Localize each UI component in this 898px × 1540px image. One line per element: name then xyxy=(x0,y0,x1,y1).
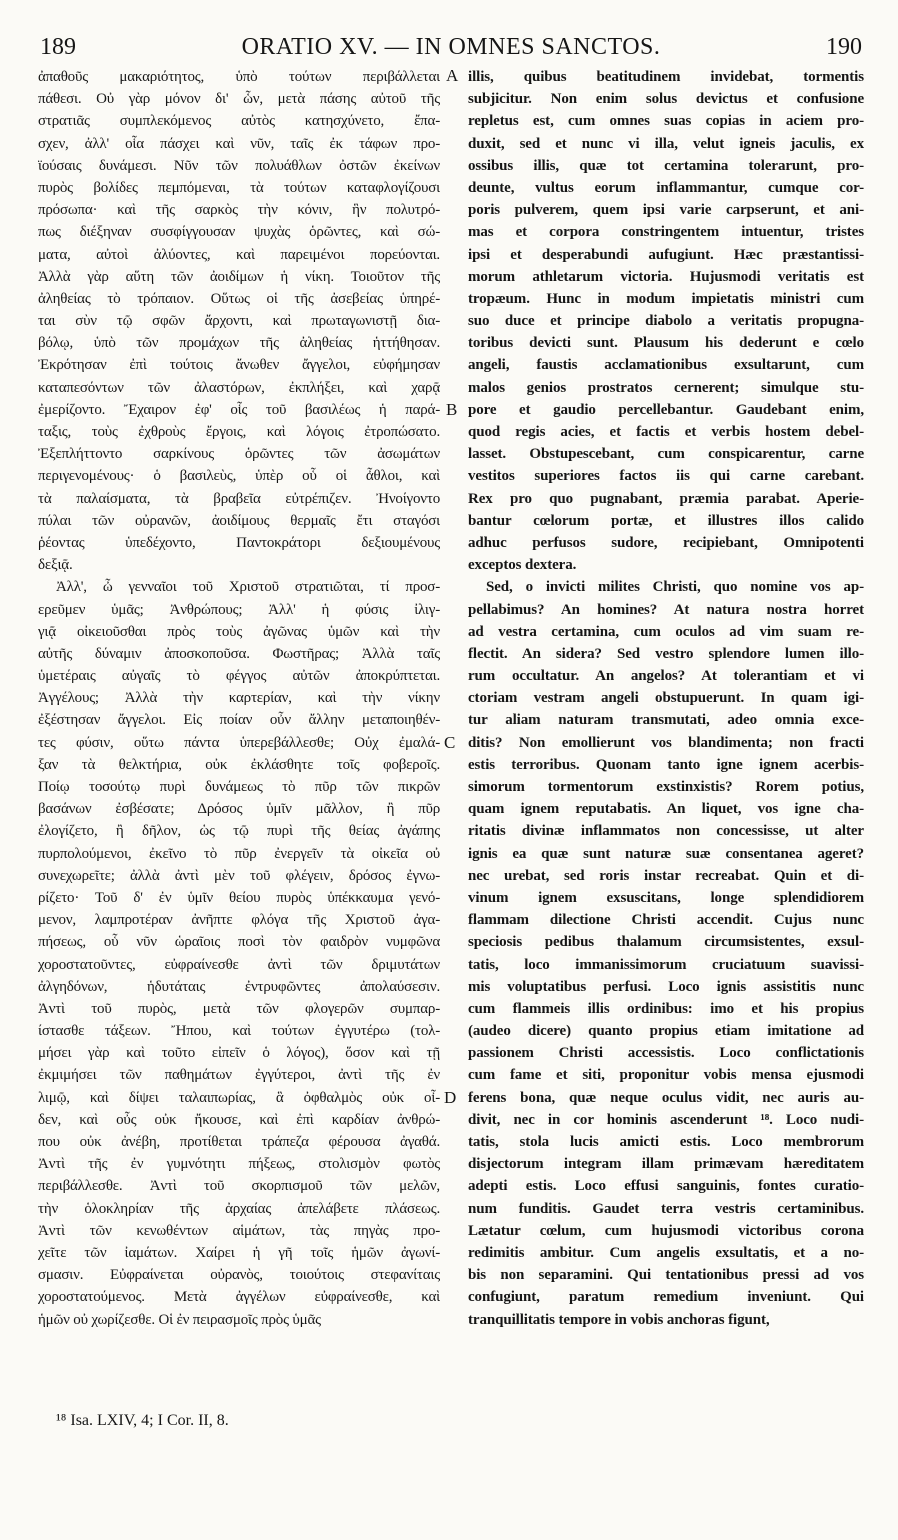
latin-text-line: morum athletarum victoria. Hujusmodi veritatis est xyxy=(468,268,864,285)
latin-text-line: illis, quibus beatitudinem invidebat, tormentis xyxy=(468,69,864,85)
latin-text-line: exceptos dextera. xyxy=(468,557,577,574)
greek-text-line: δεν, καὶ οὖς οὐκ ἤκουσε, καὶ ἐπὶ καρδίαν ἀνθρώ- xyxy=(38,1111,440,1128)
greek-text-line: ἡμῶν οὐ χωρίζεσθε. Οἱ ἐν πειρασμοῖς πρὸς ὑμᾶς xyxy=(38,1311,321,1328)
greek-text-line: χοροστατοῦντες, εὐφραίνεσθε ἀντὶ τῶν δριμυτάτων xyxy=(38,956,440,973)
greek-text-line: πως διέξηναν συσφίγγουσαν ψυχὰς ὁρῶντες, καὶ σώ- xyxy=(38,224,440,241)
greek-text-line: ἐκμιμήσει τῶν παθημάτων ἐγγύτεροι, ἀντὶ τῆς ἐν xyxy=(38,1067,440,1084)
greek-text-line: ἐλογίζετο, ἢ δῆλον, ὡς τῷ πυρὶ τῆς θείας ἀγάπης xyxy=(38,823,440,840)
greek-text-line: δεξιᾷ. xyxy=(38,557,73,574)
latin-text-line: pore et gaudio percellebantur. Gaudebant enim, xyxy=(468,401,864,418)
page-number-right: 190 xyxy=(826,34,862,60)
greek-text-line: χοροστατούμενος. Μετὰ ἀγγέλων εὐφραίνεσθε, καὶ xyxy=(38,1289,440,1306)
latin-text-line: vestitos superiores factos iis qui carne carebant. xyxy=(468,468,864,485)
latin-text-line: ossibus illis, quæ tot certamina tolerarunt, pro- xyxy=(468,157,864,174)
greek-text-line: τὴν ὁλοκληρίαν τῆς ἀρχαίας ἀπελάβετε πλάσεως. xyxy=(38,1200,440,1217)
greek-text-line: Ποίῳ τοσούτῳ πυρὶ δυνάμεως τὸ πῦρ τῶν πικρῶν xyxy=(38,779,440,795)
latin-text-line: pellabimus? An homines? At natura nostra horret xyxy=(468,601,864,618)
latin-text-line: mis voluptatibus perfusi. Loco ignis assistitis nunc xyxy=(468,978,864,995)
latin-text-line: flammam dilectione Christi accendit. Cujus nunc xyxy=(468,912,864,929)
greek-text-line: Ἐκρότησαν ἐπὶ τούτοις ἄνωθεν ἄγγελοι, εὐφήμησαν xyxy=(38,357,440,374)
greek-text-line: βόλῳ, ὑπὸ τῶν προμάχων τῆς ἀληθείας ἡττήθησαν. xyxy=(38,335,440,352)
greek-text-line: πύλαι τῶν οὐρανῶν, ἀοιδίμους θερμαῖς ἔτι σταγόσι xyxy=(38,512,440,529)
latin-text-line: confugiunt, paratum remedium inveniunt. Qui xyxy=(468,1289,864,1306)
latin-text-line: Rex pro quo pugnabant, præmia parabat. Aperie- xyxy=(468,490,864,507)
greek-text-line: ρίζετο· Τοῦ δ' ἐν ὑμῖν θείου πυρὸς ὑπέκκαυμα γενό- xyxy=(38,889,440,906)
latin-text-line: tropæum. Hunc in modum impietatis ministri cum xyxy=(468,290,864,307)
latin-text-line: redimitis ambitur. Cum angelis exsultatis, et a no- xyxy=(468,1244,864,1261)
latin-text-line: lasset. Obstupescebant, cum conspicarentur, carne xyxy=(468,446,864,463)
greek-text-line: ἐμερίζοντο. Ἔχαιρον ἐφ' οἷς τοῦ βασιλέως ἡ παρά- xyxy=(38,401,440,418)
greek-text-line: ϊούσαις δυνάμεσι. Νῦν τῶν πολυάθλων ὀστῶν ἐκείνων xyxy=(38,157,440,174)
latin-text-line: toribus devicti sunt. Plausum his dederunt e cœlo xyxy=(468,335,864,352)
latin-text-line: duxit, sed et nunc vi illa, velut igneis jaculis, ex xyxy=(468,135,864,152)
section-marker-b: B xyxy=(446,400,458,419)
latin-text-line: quod regis acies, et factis et verbis hostem debel- xyxy=(468,424,864,440)
greek-text-line: λιμῷ, καὶ δίψει ταλαιπωρίας, ἃ ὀφθαλμὸς οὐκ οἶ- xyxy=(38,1089,440,1106)
latin-text-line: suo duce et principe diabolo a veritatis propugna- xyxy=(468,313,864,330)
latin-text-line: (audeo dicere) quanto propius etiam imitatione ad xyxy=(468,1023,864,1040)
greek-text-line: ται σὺν τῷ σφῶν ἄρχοντι, καὶ πρωταγωνιστῇ δια- xyxy=(38,313,440,330)
greek-text-line: ἐξέστησαν ἄγγελοι. Εἰς ποίαν οὖν ἄλλην μεταποιηθέν- xyxy=(38,712,440,729)
latin-text-line: ditis? Non emollierunt vos blandimenta; non fracti xyxy=(468,734,864,751)
greek-text-line: μήσει γὰρ καὶ τοῦτο εἰπεῖν ὁ λόγος), ὅσον καὶ τῇ xyxy=(38,1045,440,1062)
latin-text-line: estis terroribus. Quonam tanto igne ignem acerbis- xyxy=(468,756,864,773)
latin-text-line: simorum tormentorum exstinxistis? Rorem potius, xyxy=(468,779,864,795)
greek-text-line: γιᾷ οἰκειοῦσθαι πρὸς τοὺς ἀγῶνας ὑμῶν καὶ τὴν xyxy=(38,623,440,640)
greek-text-line: μενον, λαμπροτέραν ἀνῆπτε φλόγα τῆς Χριστοῦ ἀγα- xyxy=(38,912,440,929)
latin-text-line: bis non separamini. Qui tentationibus pressi ad vos xyxy=(468,1267,864,1284)
greek-text-line: ίστασθε τάξεων. Ἤπου, καὶ τούτων ἐγγυτέρω (τολ- xyxy=(38,1023,440,1040)
greek-text-line: Ἀντὶ τοῦ πυρὸς, μετὰ τῶν φλογερῶν συμπαρ- xyxy=(38,1000,440,1017)
greek-column xyxy=(38,66,440,1331)
latin-text-line: angeli, faustis acclamationibus exsultarunt, cum xyxy=(468,357,864,374)
latin-text-line: disjectorum integram illam primævam hæreditatem xyxy=(468,1156,864,1173)
greek-text-line: αὐτῆς δύναμιν ἀποσκοποῦσα. Φωστῆρας; Ἀλλὰ ταῖς xyxy=(38,645,440,662)
latin-text-line: Lætatur cœlum, cum hujusmodi victoribus corona xyxy=(468,1222,864,1239)
greek-text-line: ματα, αὐτοὶ ἀλύοντες, καὶ παρειμένοι πορεύονται. xyxy=(38,246,440,263)
latin-text-line: ritatis divinæ inflammatos non concessisse, ut alter xyxy=(468,823,864,840)
section-marker-a: A xyxy=(446,66,459,85)
footnote: ¹⁸ Isa. LXIV, 4; I Cor. II, 8. xyxy=(56,1412,229,1429)
page-number-left: 189 xyxy=(40,34,76,60)
latin-text-line: ad vestra certamina, cum oculos ad vim suam re- xyxy=(468,623,864,640)
greek-text-line: ἀλγηδόνων, ἡδυτάταις ἐντρυφῶντες ἀπολαύσεσιν. xyxy=(38,978,440,995)
greek-text-line: ἀπαθοῦς μακαριότητος, ὑπὸ τούτων περιβάλλεται xyxy=(38,69,440,85)
greek-text-line: ξαν τὰ θελκτήρια, οὐκ ἐκλάσθητε τοῖς φοβεροῖς. xyxy=(38,756,440,773)
latin-text-line: deunte, vultus eorum inflammantur, cumque cor- xyxy=(468,179,864,196)
latin-text-line: malos genios prostratos cernerent; simulque stu- xyxy=(468,379,864,396)
latin-text-line: tranquillitatis tempore in vobis anchoras figunt, xyxy=(468,1311,770,1328)
greek-text-line: χεῖτε τῶν ἰαμάτων. Χαίρει ἡ γῆ τοῖς ἡμῶν ἀγωνί- xyxy=(38,1244,440,1261)
greek-text-line: πρόσωπα· καὶ τῆς σαρκὸς τὴν κόνιν, ἣν πολυτρό- xyxy=(38,202,440,219)
greek-text-line: ὑμετέραις αὐγαῖς τὸ φέγγος αὐτῶν ἀποκρύπτεται. xyxy=(38,668,440,685)
latin-text-line: tatis, loco immanissimorum cruciatuum suavissi- xyxy=(468,956,864,973)
greek-text-line: ταξις, τοὺς ἐχθροὺς ἔργοις, καὶ λόγοις ἐτροπώσατο. xyxy=(38,424,440,440)
greek-text-line: πάθεσι. Οὐ γὰρ μόνον δι' ὧν, μετὰ πάσης αὐτοῦ τῆς xyxy=(38,91,440,108)
latin-text-line: cum fame et siti, proponitur vobis mensa ejusmodi xyxy=(468,1067,864,1084)
greek-text-line: Ἀγγέλους; Ἀλλὰ τὴν καρτερίαν, καὶ τὴν νίκην xyxy=(38,690,440,707)
greek-text-line: πυρπολούμενοι, ἐκεῖνο τὸ πῦρ ἐνεργεῖν τὰ οἰκεῖα οὐ xyxy=(38,845,440,862)
latin-text-line: speciosis pedibus thalamum circumsistentes, exsul- xyxy=(468,934,864,951)
greek-text-line: πυρὸς βολίδες πεμπόμεναι, τὰ τούτων καταφλογίζουσι xyxy=(38,179,440,196)
latin-text-line: ctoriam vestram angeli obstupuerunt. In quam igi- xyxy=(468,690,864,707)
greek-text-line: τες φύσιν, οὕτω πάντα ὑπερεβάλλεσθε; Οὐχ ἐμαλά- xyxy=(38,734,440,751)
greek-text-line: Ἐξεπλήττοντο σαρκίνους ὁρῶντες τῶν ἀσωμάτων xyxy=(38,446,440,463)
latin-text-line: tatis, stola lucis amicti estis. Loco membrorum xyxy=(468,1134,864,1150)
latin-text-line: quam ignem reputabatis. An liquet, vos igne cha- xyxy=(468,801,864,818)
greek-text-line: Ἀντὶ τῶν κενωθέντων αἱμάτων, τὰς πηγὰς προ- xyxy=(38,1222,440,1239)
greek-text-line: περιβάλλεσθε. Ἀντὶ τοῦ σκορπισμοῦ τῶν μελῶν, xyxy=(38,1178,440,1195)
latin-text-line: num funditis. Gaudet terra vestris certaminibus. xyxy=(468,1200,864,1217)
greek-text-line: Ἀλλὰ γὰρ αὕτη τῶν ἀοιδίμων ἡ νίκη. Τοιοῦτον τῆς xyxy=(38,268,440,285)
latin-text-line: ferens bona, quæ neque oculus vidit, nec auris au- xyxy=(468,1089,864,1106)
greek-text-line: περιγενομένους· ὁ βασιλεὺς, ὑπὲρ οὗ οἱ ἆθλοι, καὶ xyxy=(38,468,440,485)
section-marker-d: D xyxy=(444,1088,457,1107)
greek-text-line: σχεν, ἀλλ' οἷα πάσχει καὶ νῦν, ταῖς ἐκ τάφων προ- xyxy=(38,135,440,152)
greek-text-line: βασάνων ἐσβέσατε; Δρόσος ὑμῖν μᾶλλον, ἢ πῦρ xyxy=(38,801,440,818)
latin-text-line: poris pulverem, quem ipsi varie carpserunt, et ani- xyxy=(468,202,864,219)
latin-text-line: mas et corpora constringentem intuentur, tristes xyxy=(468,224,864,241)
greek-text-line: στρατιᾶς συμπλεκόμενος αὐτὸς κατησχύνετο, ἔπα- xyxy=(38,113,440,130)
greek-text-line: που οὐκ ἀνέβη, προτίθεται τράπεζα φέρουσα ἀγαθά. xyxy=(38,1134,440,1150)
latin-text-line: nec urebat, sed roris instar recreabat. Quin et di- xyxy=(468,867,864,884)
latin-text-line: repletus est, cum omnes suas copias in aciem pro- xyxy=(468,113,864,130)
latin-text-line: divit, nec in cor hominis ascenderunt ¹⁸. Loco nudi- xyxy=(468,1111,864,1128)
latin-text-line: ipsi et desperabundi aufugiunt. Hæc præstantissi- xyxy=(468,246,864,263)
latin-text-line: subjicitur. Non enim solus devictus et confusione xyxy=(468,91,864,108)
latin-column xyxy=(468,66,864,1331)
latin-text-line: flectit. An sidera? Sed vestro splendore lumen illo- xyxy=(468,645,864,662)
greek-text-line: ῥέοντας ὑπεδέχοντο, Παντοκράτορι δεξιουμένους xyxy=(38,534,440,551)
latin-text-line: cum flammeis illis ordinibus: imo et his propius xyxy=(468,1000,864,1017)
latin-text-line: adepti estis. Loco effusi sanguinis, fontes curatio- xyxy=(468,1178,864,1195)
latin-text-line: tur aliam naturam transmutati, adeo omnia exce- xyxy=(468,712,864,729)
greek-text-line: Ἀντὶ τῆς ἐν γυμνότητι πήξεως, στολισμὸν φωτὸς xyxy=(38,1156,440,1173)
greek-text-line: καταπεσόντων τῶν ἀλαστόρων, ἐκπλήξει, καὶ χαρᾷ xyxy=(38,379,440,396)
greek-text-line: ἀληθείας τὸ τρόπαιον. Οὕτως οἱ τῆς ἀσεβείας ὑπηρέ- xyxy=(38,290,440,307)
latin-text-line: adhuc perfusos sudore, recipiebant, Omnipotenti xyxy=(468,534,864,551)
section-marker-c: C xyxy=(444,733,456,752)
latin-text-line: ignis ea quæ sunt naturæ suæ consentanea ageret? xyxy=(468,845,864,862)
latin-text-line: passionem Christi accessistis. Loco conflictationis xyxy=(468,1045,864,1062)
running-title: ORATIO XV. — IN OMNES SANCTOS. xyxy=(241,34,661,60)
latin-text-line: vinum ignem exsuscitans, longe splendidiorem xyxy=(468,889,864,906)
page-header xyxy=(40,34,862,66)
greek-text-line: σμασιν. Εὐφραίνεται οὐρανὸς, τοιούτοις στεφανίταις xyxy=(38,1267,440,1284)
greek-text-line: τὰ παλαίσματα, τὰ βραβεῖα εὐτρέπιζεν. Ἠνοίγοντο xyxy=(38,490,440,507)
latin-text-line: rum occultatur. An angelos? At tolerantiam et vi xyxy=(468,668,864,685)
greek-text-line: συνεχωρεῖτε; ἀλλὰ ἀντὶ μὲν τοῦ φλέγειν, δρόσος ἐγνω- xyxy=(38,867,440,884)
greek-text-line: ερεῦμεν ὑμᾶς; Ἀνθρώπους; Ἀλλ' ἡ φύσις ἰλιγ- xyxy=(38,601,440,618)
greek-text-line: πήσεως, οὗ νῦν ὡραῖοις ποσὶ τὸν φαιδρὸν νυμφῶνα xyxy=(38,934,440,951)
latin-text-line: bantur cœlorum portæ, et illustres illos calido xyxy=(468,512,864,529)
greek-text-line: Ἀλλ', ὦ γενναῖοι τοῦ Χριστοῦ στρατιῶται, τί προσ- xyxy=(56,579,440,596)
latin-text-line: Sed, o invicti milites Christi, quo nomine vos ap- xyxy=(486,579,864,596)
